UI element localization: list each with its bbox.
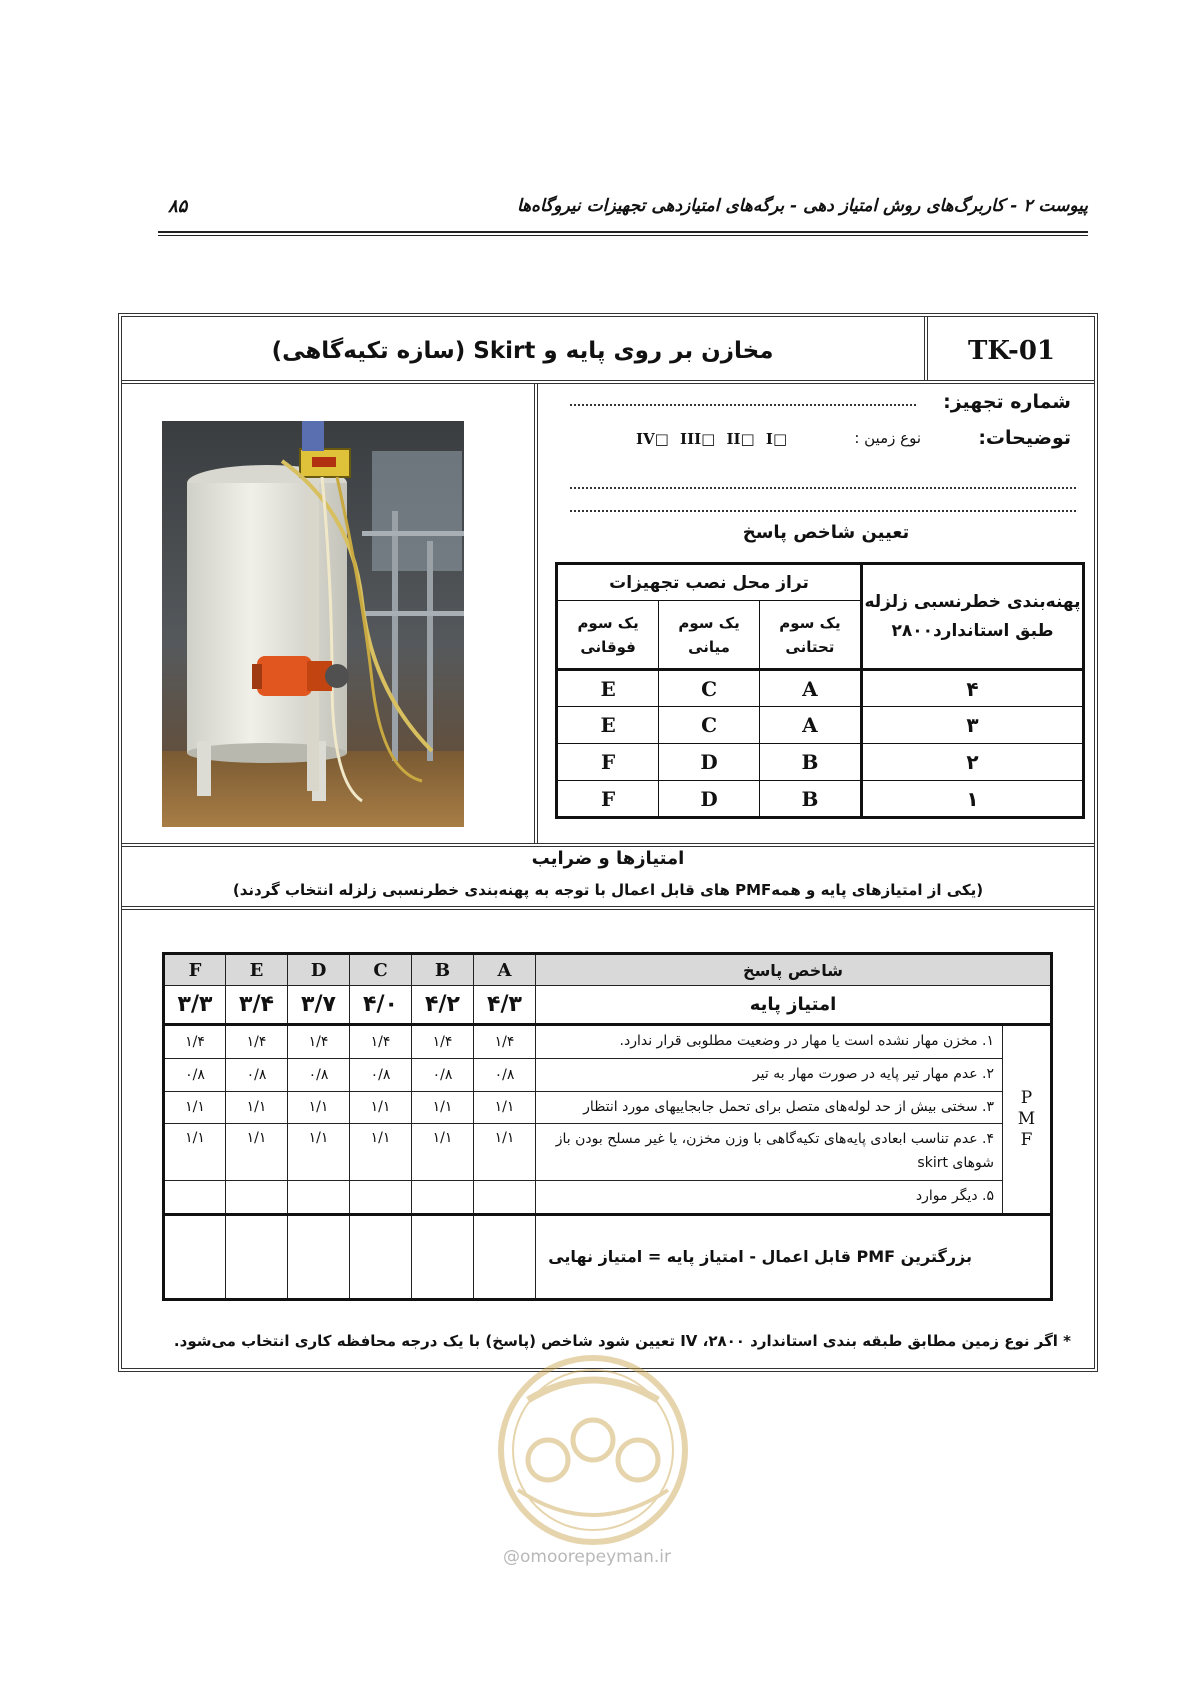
- response-cell: F: [557, 744, 659, 781]
- watermark-site: @omoorepeyman.ir: [503, 1547, 672, 1567]
- pmf-value[interactable]: [350, 1180, 412, 1214]
- watermark-stamp: [488, 1340, 698, 1560]
- level-header: تراز محل نصب تجهیزات: [557, 564, 862, 601]
- title-divider: [121, 380, 1095, 381]
- column-header-a: A: [474, 954, 536, 986]
- pmf-value: ۰/۸: [226, 1058, 288, 1091]
- pmf-value[interactable]: [226, 1180, 288, 1214]
- pmf-value: ۱/۱: [350, 1124, 412, 1181]
- notes-label: توضیحات:: [978, 427, 1071, 449]
- zone-row: [557, 707, 1084, 744]
- notes-line-1[interactable]: [570, 487, 1076, 489]
- scores-divider: [121, 906, 1095, 907]
- title-divider-inner: [121, 383, 1095, 384]
- pmf-row: [164, 1091, 1052, 1124]
- pmf-row: [164, 1025, 1052, 1059]
- info-divider: [121, 843, 1095, 844]
- score-table: [162, 952, 1053, 1301]
- base-score-d: ۳/۷: [288, 986, 350, 1025]
- photo-divider: [534, 383, 535, 843]
- response-cell: E: [557, 670, 659, 707]
- column-header-f: F: [164, 954, 226, 986]
- base-score-b: ۴/۲: [412, 986, 474, 1025]
- pmf-description: ۵. دیگر موارد: [536, 1180, 1003, 1214]
- response-index-table: [555, 562, 1085, 819]
- running-header: [158, 196, 1088, 226]
- response-index-title: تعیین شاخص پاسخ: [742, 522, 910, 543]
- final-score-row: [164, 1214, 1052, 1299]
- pmf-value: ۱/۱: [288, 1124, 350, 1181]
- pmf-value[interactable]: [288, 1180, 350, 1214]
- pmf-value: ۱/۱: [350, 1091, 412, 1124]
- pmf-value: ۱/۱: [412, 1124, 474, 1181]
- base-score-f: ۳/۳: [164, 986, 226, 1025]
- zone-value: ۴: [862, 670, 1084, 707]
- pmf-value: ۱/۱: [164, 1091, 226, 1124]
- response-cell: B: [759, 781, 861, 818]
- zone-row: [557, 670, 1084, 707]
- pmf-row: [164, 1058, 1052, 1091]
- final-score-cell[interactable]: [164, 1214, 226, 1299]
- zone-row: [557, 744, 1084, 781]
- pmf-value: ۱/۴: [412, 1025, 474, 1059]
- response-cell: D: [659, 781, 760, 818]
- pmf-value[interactable]: [474, 1180, 536, 1214]
- pmf-value[interactable]: [412, 1180, 474, 1214]
- code-divider: [924, 316, 925, 380]
- response-index-header: شاخص پاسخ: [536, 954, 1052, 986]
- zone-row: [557, 781, 1084, 818]
- footnote: * اگر نوع زمین مطابق طبقه بندی استاندارد ۲۸۰۰، IV تعیین شود شاخص (پاسخ) با یک درجه محافظه کاری انتخاب می‌شود.: [173, 1332, 1071, 1350]
- running-title: پیوست ۲ - کاربرگ‌های روش امتیاز دهی - برگه‌های امتیازدهی تجهیزات نیروگاه‌ها: [516, 196, 1088, 216]
- equipment-number-field[interactable]: [570, 404, 916, 406]
- zone-value: ۱: [862, 781, 1084, 818]
- pmf-value: ۱/۱: [412, 1091, 474, 1124]
- pmf-value: ۱/۱: [226, 1124, 288, 1181]
- pmf-description: ۳. سختی بیش از حد لوله‌های متصل برای تحمل جابجاییهای مورد انتظار: [536, 1091, 1003, 1124]
- pmf-value: ۱/۴: [164, 1025, 226, 1059]
- pmf-value: ۰/۸: [412, 1058, 474, 1091]
- pmf-value: ۱/۴: [288, 1025, 350, 1059]
- pmf-value: ۱/۱: [474, 1091, 536, 1124]
- pmf-value: ۱/۱: [288, 1091, 350, 1124]
- soil-type-options[interactable]: IV□ III□ II□ I□: [636, 430, 788, 448]
- photo-divider-inner: [537, 383, 538, 843]
- pmf-row: [164, 1180, 1052, 1214]
- header-rule-thin: [158, 235, 1088, 236]
- page-number: ۸۵: [168, 196, 188, 217]
- scores-title: امتیازها و ضرایب: [531, 848, 685, 869]
- column-header-e: E: [226, 954, 288, 986]
- header-rule: [158, 231, 1088, 233]
- base-score-row: [164, 986, 1052, 1025]
- response-cell: B: [759, 744, 861, 781]
- column-header-c: C: [350, 954, 412, 986]
- pmf-value: ۱/۴: [474, 1025, 536, 1059]
- final-score-cell[interactable]: [226, 1214, 288, 1299]
- pmf-description: ۴. عدم تناسب ابعادی پایه‌های تکیه‌گاهی با وزن مخزن، یا غیر مسلح بودن باز شوهای skirt: [536, 1124, 1003, 1181]
- soil-type-label: نوع زمین :: [854, 429, 921, 447]
- response-cell: D: [659, 744, 760, 781]
- zone-header-line2: طبق استاندارد۲۸۰۰: [891, 620, 1054, 641]
- zone-header-line1: پهنه‌بندی خطرنسبی زلزله: [864, 591, 1081, 612]
- zone-header: [862, 564, 1084, 670]
- equipment-number-label: شماره تجهیز:: [943, 391, 1071, 413]
- sheet-code: TK-01: [967, 336, 1056, 366]
- pmf-value: ۰/۸: [474, 1058, 536, 1091]
- base-score-c: ۴/۰: [350, 986, 412, 1025]
- equipment-photo: [162, 421, 464, 827]
- level-upper: یک سوم فوقانی: [557, 601, 659, 670]
- pmf-label: P M F: [1003, 1025, 1052, 1215]
- pmf-value: ۰/۸: [350, 1058, 412, 1091]
- notes-line-2[interactable]: [570, 510, 1076, 512]
- pmf-description: ۲. عدم مهار تیر پایه در صورت مهار به تیر: [536, 1058, 1003, 1091]
- final-score-formula: بزرگترین PMF قابل اعمال - امتیاز پایه = امتیاز نهایی: [536, 1214, 1052, 1299]
- score-header-row: [164, 954, 1052, 986]
- scores-subtitle: (یکی از امتیازهای پایه و همهPMF های قابل اعمال با توجه به پهنه‌بندی خطرنسبی زلزله انتخاب گردند): [232, 881, 984, 899]
- pmf-value: ۰/۸: [288, 1058, 350, 1091]
- final-score-cell[interactable]: [288, 1214, 350, 1299]
- pmf-description: ۱. مخزن مهار نشده است یا مهار در وضعیت مطلوبی قرار ندارد.: [536, 1025, 1003, 1059]
- pmf-value[interactable]: [164, 1180, 226, 1214]
- pmf-value: ۰/۸: [164, 1058, 226, 1091]
- info-divider-inner: [121, 846, 1095, 847]
- response-cell: A: [759, 670, 861, 707]
- pmf-row: [164, 1124, 1052, 1181]
- pmf-value: ۱/۱: [164, 1124, 226, 1181]
- final-score-cell[interactable]: [412, 1214, 474, 1299]
- base-score-a: ۴/۳: [474, 986, 536, 1025]
- zone-value: ۳: [862, 707, 1084, 744]
- scores-divider-inner: [121, 909, 1095, 910]
- column-header-d: D: [288, 954, 350, 986]
- column-header-b: B: [412, 954, 474, 986]
- zone-value: ۲: [862, 744, 1084, 781]
- response-cell: C: [659, 707, 760, 744]
- base-score-label: امتیاز پایه: [536, 986, 1052, 1025]
- response-cell: E: [557, 707, 659, 744]
- final-score-cell[interactable]: [350, 1214, 412, 1299]
- pmf-value: ۱/۴: [350, 1025, 412, 1059]
- pmf-value: ۱/۴: [226, 1025, 288, 1059]
- level-middle: یک سوم میانی: [659, 601, 760, 670]
- response-cell: C: [659, 670, 760, 707]
- pmf-value: ۱/۱: [226, 1091, 288, 1124]
- level-lower: یک سوم تحتانی: [759, 601, 861, 670]
- final-score-cell[interactable]: [474, 1214, 536, 1299]
- response-cell: A: [759, 707, 861, 744]
- pmf-value: ۱/۱: [474, 1124, 536, 1181]
- response-cell: F: [557, 781, 659, 818]
- base-score-e: ۳/۴: [226, 986, 288, 1025]
- sheet-title: مخازن بر روی پایه و Skirt (سازه تکیه‌گاهی): [271, 338, 774, 364]
